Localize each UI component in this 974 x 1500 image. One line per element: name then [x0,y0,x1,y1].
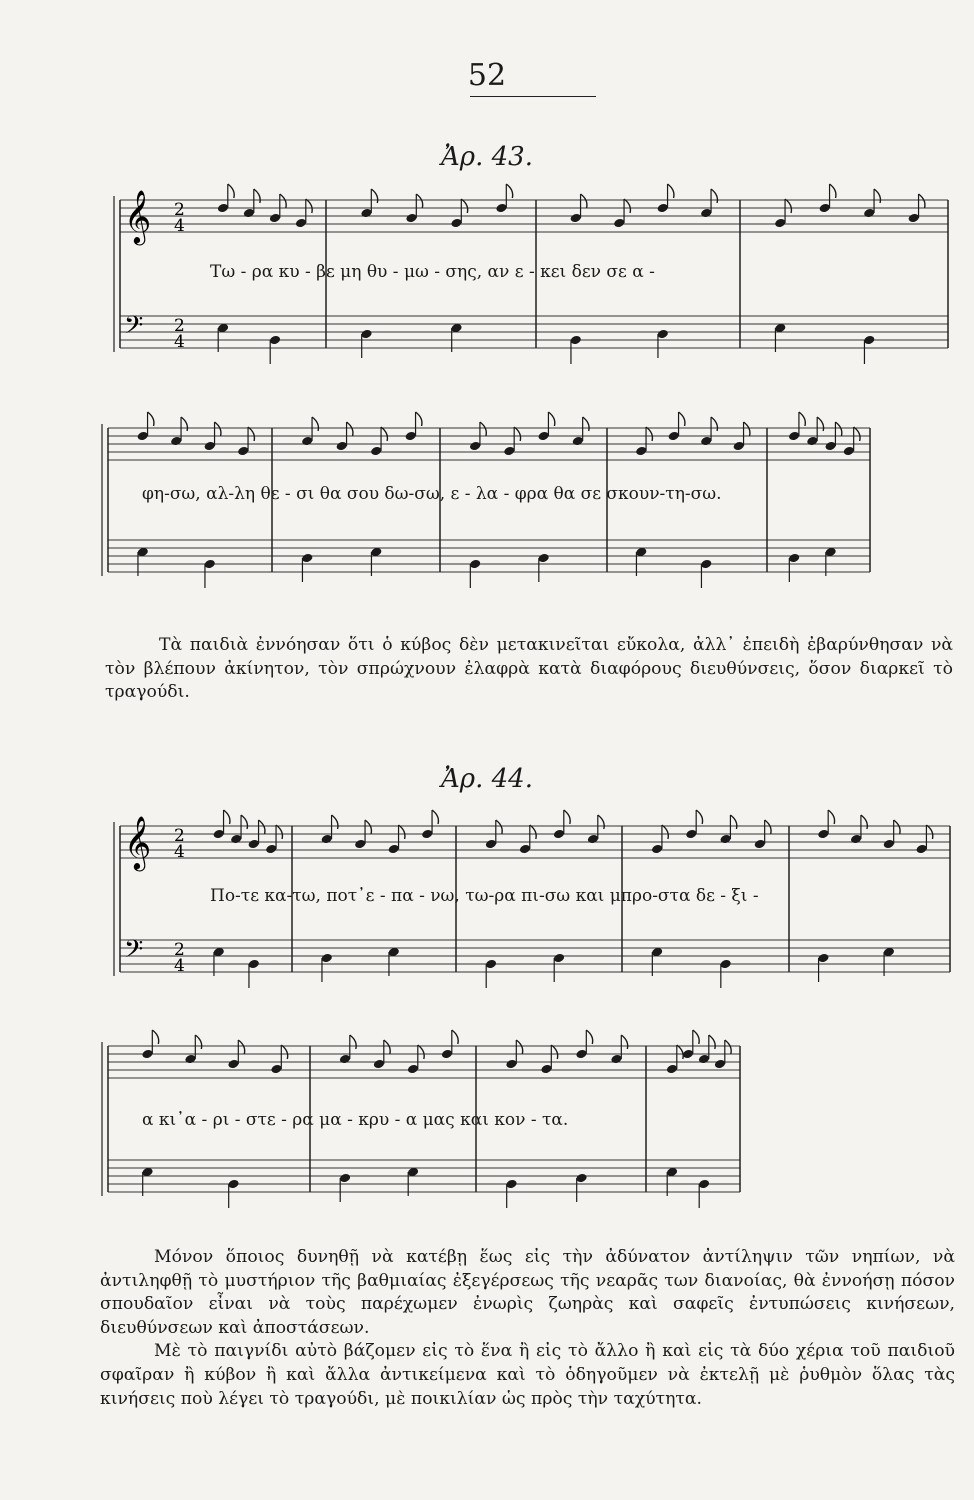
melody-note-flag [228,184,234,198]
melody-note-flag [254,189,260,203]
time-signature: 4 [174,956,185,976]
melody-note-flag [399,825,405,839]
melody-note-flag [514,427,520,441]
paragraph-text: Τὰ παιδιὰ ἐννόησαν ὅτι ὁ κύβος δὲν μετακινεῖται εὔκολα, ἀλλ᾽ ἐπειδὴ ἐβαρύνθησαν νὰ τὸν βλέπουν ἀκίνητον, τὸν σπρώχνουν ἐλαφρὰ κατὰ διαφόρους διευθύνσεις, ὅσον διαρκεῖ τὸ τραγούδι. [105,635,953,703]
melody-note-flag [381,427,387,441]
song-43-lyrics-line-1: Τω - ρα κυ - βε μη θυ - μω - σης, αν ε - κει δεν σε α - [210,262,655,282]
time-signature: 2 [174,200,185,220]
melody-note-flag [224,810,230,824]
melody-note-flag [248,427,254,441]
time-signature: 2 [174,316,185,336]
melody-note-flag [416,412,422,426]
melody-note-flag [564,810,570,824]
melody-note-flag [926,825,932,839]
melody-note-flag [276,825,282,839]
melody-note-flag [835,422,841,436]
song-43-lyrics-line-2: φη-σω, αλ-λη θε - σι θα σου δω-σω, ε - λα - φρα θα σε σκουν-τη-σω. [142,484,722,504]
melody-note-flag [241,815,247,829]
melody-note-flag [181,417,187,431]
melody-note-flag [452,1030,458,1044]
melody-note-flag [371,189,377,203]
melody-note-flag [621,1035,627,1049]
melody-note-flag [581,194,587,208]
melody-note-flag [677,1045,683,1059]
melody-note-flag [306,199,312,213]
melody-note-flag [384,1040,390,1054]
melody-note-flag [432,810,438,824]
melody-note-flag [506,184,512,198]
melody-note-flag [480,422,486,436]
page-number: 52 [467,58,507,93]
melody-note-flag [259,820,265,834]
melody-note-flag [730,815,736,829]
melody-note-flag [461,199,467,213]
melody-note-flag [551,1045,557,1059]
melody-note-flag [679,412,685,426]
melody-note-flag [765,820,771,834]
melody-note-flag [799,412,805,426]
melody-note-flag [548,412,554,426]
treble-clef: 𝄞 [124,189,152,243]
melody-note-flag [516,1040,522,1054]
song-44-title: Ἀρ. 44. [441,764,533,794]
melody-note-flag [215,422,221,436]
time-signature: 2 [174,826,185,846]
paragraph-1: Μόνον ὅποιος δυνηθῇ νὰ κατέβῃ ἕως εἰς τὴν ἀδύνατον ἀντίληψιν τῶν νηπίων, νὰ ἀντιληφθῇ τὸ μυστήριον τῆς βαθμιαίας ἐξεγέρσεως τῆς νεαρᾶς των διανοίας, θὰ ἐννοήσῃ πόσον σπουδαῖον εἶναι νὰ τοὺς παρέχωμεν ἐνωρὶς ζωηρὰς καὶ σαφεῖς ἐντυπώσεις κινήσεων, διευθύνσεων καὶ ἀποστάσεων. [100,1247,955,1338]
melody-note-flag [854,427,860,441]
melody-note-flag [332,815,338,829]
melody-note-flag [312,417,318,431]
melody-note-flag [598,815,604,829]
melody-note-flag [281,1045,287,1059]
time-signature: 4 [174,216,185,236]
melody-note-flag [416,194,422,208]
time-signature: 2 [174,940,185,960]
time-signature: 4 [174,842,185,862]
melody-note-flag [744,422,750,436]
melody-note-flag [195,1035,201,1049]
melody-note-flag [711,189,717,203]
song-44-lyrics-line-1: Πο-τε κα-τω, ποτ᾽ε - πα - νω, τω-ρα πι-σω και μπρο-στα δε - ξι - [210,886,759,906]
melody-note-flag [919,194,925,208]
song-43-title: Ἀρ. 43. [441,142,533,172]
bass-clef: 𝄢 [124,311,144,346]
melody-note-flag [496,820,502,834]
bass-clef: 𝄢 [124,935,144,970]
melody-note-flag [828,810,834,824]
melody-note-flag [725,1040,731,1054]
melody-note-flag [350,1035,356,1049]
melody-note-flag [817,417,823,431]
melody-note-flag [646,427,652,441]
paragraph-2: Μὲ τὸ παιγνίδι αὐτὸ βάζομεν εἰς τὸ ἕνα ἢ εἰς τὸ ἄλλο ἢ καὶ εἰς τὰ δύο χέρια τοῦ παιδιοῦ σφαῖραν ἢ κύβον ἢ καὶ ἄλλα ἀντικείμενα καὶ τὸ ὁδηγοῦμεν νὰ ἐκτελῇ μὲ ῥυθμὸν ὅλας τὰς κινήσεις ποὺ λέγει τὸ τραγούδι, μὲ ποικιλίαν ὡς πρὸς τὴν ταχύτητα. [100,1341,955,1409]
song-44-lyrics-line-2: α κι᾽α - ρι - στε - ρα μα - κρυ - α μας και κον - τα. [142,1110,569,1130]
melody-note-flag [662,825,668,839]
melody-note-flag [709,1035,715,1049]
treble-clef: 𝄞 [124,815,152,869]
melody-note-flag [696,810,702,824]
time-signature: 4 [174,332,185,352]
melody-note-flag [418,1045,424,1059]
melody-note-flag [365,820,371,834]
melody-note-flag [894,820,900,834]
melody-note-flag [711,417,717,431]
melody-note-flag [830,184,836,198]
melody-note-flag [624,199,630,213]
melody-note-flag [583,417,589,431]
melody-note-flag [148,412,154,426]
melody-note-flag [874,189,880,203]
melody-note-flag [347,422,353,436]
melody-note-flag [280,194,286,208]
melody-note-flag [785,199,791,213]
melody-note-flag [668,184,674,198]
melody-note-flag [238,1040,244,1054]
melody-note-flag [152,1030,158,1044]
melody-note-flag [530,825,536,839]
melody-note-flag [861,815,867,829]
melody-note-flag [586,1030,592,1044]
melody-note-flag [693,1030,699,1044]
